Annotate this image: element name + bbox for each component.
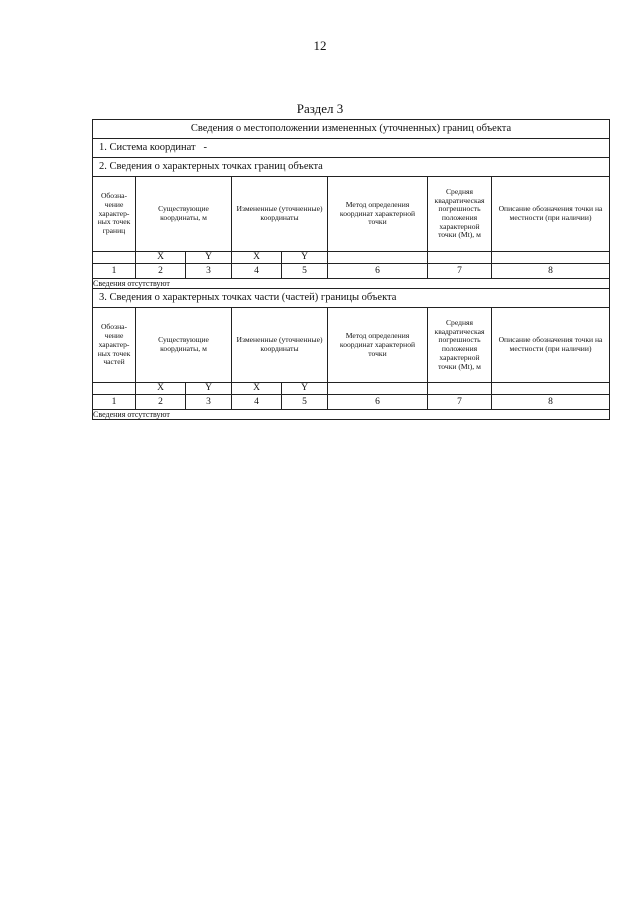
column-number: 6 [328,264,428,279]
axis-row [93,383,610,395]
no-data-row [93,410,610,420]
axis-cell-empty [428,252,492,264]
column-header-row [93,177,610,252]
axis-cell-empty [93,252,136,264]
axis-cell: Y [282,383,328,395]
block-title-row [93,158,610,177]
block-title: 2. Сведения о характерных точках границ объекта [93,158,610,177]
column-number: 7 [428,264,492,279]
coord-system-row [93,139,610,158]
column-number: 7 [428,395,492,410]
axis-cell-empty [328,383,428,395]
header-existing-coords: Существующие координаты, м [136,177,232,252]
column-number: 2 [136,395,186,410]
header-changed-coords: Измененные (уточненные) координаты [232,177,328,252]
axis-cell-empty [328,252,428,264]
header-point: Обозна- чение характер- ных точек границ [93,177,136,252]
block-title-row [93,289,610,308]
column-number: 5 [282,395,328,410]
column-number: 8 [492,264,610,279]
block-title: 3. Сведения о характерных точках части (частей) границы объекта [93,289,610,308]
column-number: 1 [93,264,136,279]
axis-cell: X [136,252,186,264]
column-number-row [93,264,610,279]
no-data-note: Сведения отсутствуют [93,410,610,420]
header-error: Средняя квадратическая погрешность положения характерной точки (Mt), м [428,177,492,252]
coord-system-label: 1. Система координат [99,141,196,153]
header-existing-coords: Существующие координаты, м [136,308,232,383]
axis-cell: Y [186,252,232,264]
column-number: 2 [136,264,186,279]
column-number: 5 [282,264,328,279]
header-description: Описание обозначения точки на местности (при наличии) [492,308,610,383]
column-number: 6 [328,395,428,410]
column-number: 3 [186,395,232,410]
axis-cell: X [232,383,282,395]
axis-cell-empty [93,383,136,395]
coord-system-cell [93,139,610,158]
table-title: Сведения о местоположении измененных (уточненных) границ объекта [93,120,610,139]
header-description: Описание обозначения точки на местности (при наличии) [492,177,610,252]
header-method: Метод определения координат характерной точки [328,177,428,252]
header-error: Средняя квадратическая погрешность положения характерной точки (Mt), м [428,308,492,383]
column-number: 4 [232,264,282,279]
axis-cell-empty [492,252,610,264]
section-title: Раздел 3 [296,101,344,116]
column-number: 4 [232,395,282,410]
axis-cell: X [232,252,282,264]
coord-system-value: - [203,141,208,153]
column-number: 1 [93,395,136,410]
axis-cell: X [136,383,186,395]
header-point: Обозна- чение характер- ных точек частей [93,308,136,383]
column-number-row [93,395,610,410]
axis-cell: Y [282,252,328,264]
axis-row [93,252,610,264]
axis-cell: Y [186,383,232,395]
header-changed-coords: Измененные (уточненные) координаты [232,308,328,383]
table-title-row [93,120,610,139]
no-data-row [93,279,610,289]
column-number: 8 [492,395,610,410]
axis-cell-empty [492,383,610,395]
page-number: 12 [313,38,327,53]
axis-cell-empty [428,383,492,395]
column-number: 3 [186,264,232,279]
boundary-table [92,119,610,420]
no-data-note: Сведения отсутствуют [93,279,610,289]
column-header-row [93,308,610,383]
header-method: Метод определения координат характерной точки [328,308,428,383]
